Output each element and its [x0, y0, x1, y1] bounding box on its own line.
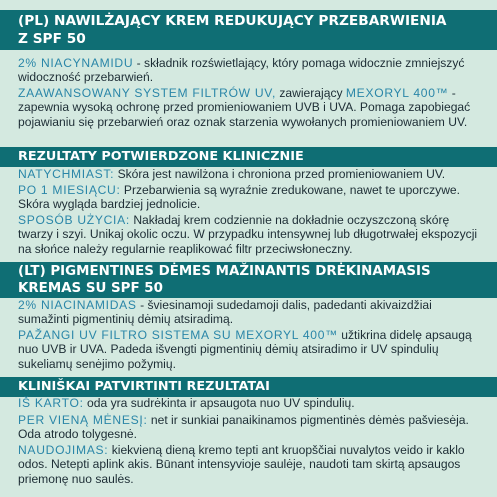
lt-one-month-key: PER VIENĄ MĖNESĮ: [18, 413, 148, 427]
pl-result-one-month [18, 183, 484, 212]
pl-uv-filter-key: ZAAWANSOWANY SYSTEM FILTRÓW UV, [18, 86, 276, 100]
lt-usage-text: kiekvieną dieną kremo tepti ant kruopščiai nuvalytos veido ir kaklo odos. Netepti aplink akis. Būnant intensyvioje saulėje, naudoti tam skirtą apsaugos priemonę nuo saulės. [18, 443, 465, 486]
lt-one-month-text: net ir sunkiai panaikinamos pigmentinės dėmės pašviesėja. Oda atrodo tolygesnė. [18, 413, 469, 442]
lt-title-line2: KREMAS SU SPF 50 [18, 281, 163, 296]
lt-uv-filter-paragraph [18, 328, 484, 371]
pl-uv-filter-mid: zawierający [276, 86, 346, 100]
pl-uv-filter-text: - zapewnia wysoką ochronę przed promieniowaniem UVB i UVA. Pomaga zapobiegać pojawianiu się przebarwień oraz oznak starzenia wywołanych promieniowaniem UV. [18, 86, 471, 129]
lt-results-title: KLINIŠKAI PATVIRTINTI REZULTATAI [18, 379, 270, 394]
lt-result-one-month [18, 413, 484, 442]
lt-title-band [0, 262, 497, 298]
pl-usage-key: SPOSÓB UŻYCIA: [18, 213, 130, 227]
pl-niacinamide-text: - składnik rozświetlający, który pomaga widocznie zmniejszyć widoczność przebarwień. [18, 56, 465, 85]
pl-result-immediately [18, 167, 484, 181]
pl-usage [18, 213, 484, 256]
lt-immediately-key: IŠ KARTO: [18, 396, 84, 410]
lt-uv-filter-key: PAŽANGI UV FILTRO SISTEMA SU MEXORYL 400™ [18, 328, 338, 342]
lt-immediately-text: oda yra sudrėkinta ir apsaugota nuo UV spindulių. [83, 396, 355, 410]
pl-results-title: REZULTATY POTWIERDZONE KLINICZNIE [18, 149, 304, 164]
pl-results-band [0, 147, 497, 167]
lt-results-band [0, 377, 497, 397]
pl-one-month-key: PO 1 MIESIĄCU: [18, 183, 121, 197]
pl-title-line2: Z SPF 50 [18, 31, 86, 47]
pl-uv-filter-paragraph [18, 86, 484, 129]
pl-usage-text: Nakładaj krem codziennie na dokładnie oczyszczoną skórę twarzy i szyi. Unikaj okolic oczu. W przypadku intensywnej lub długotrwałej ekspozycji na słońce należy regularnie reaplikować filtr przeciwsłoneczny. [18, 213, 478, 256]
lt-niacinamide-key: 2% NIACINAMIDAS [18, 298, 137, 312]
pl-title-band [0, 10, 497, 50]
pl-one-month-text: Przebarwienia są wyraźnie zredukowane, nawet te uporczywe. Skóra wygląda bardziej jednolicie. [18, 183, 461, 212]
pl-niacinamide-key: 2% NIACYNAMIDU [18, 56, 134, 70]
lt-usage-key: NAUDOJIMAS: [18, 443, 109, 457]
pl-mexoryl-key: MEXORYL 400™ [345, 86, 449, 100]
lt-niacinamide-text: - šviesinamoji sudedamoji dalis, padedanti akivaizdžiai sumažinti pigmentinių dėmių atsiradimą. [18, 298, 432, 327]
pl-niacinamide-paragraph [18, 56, 484, 85]
pl-title-line1: (PL) NAWILŻAJĄCY KREM REDUKUJĄCY PRZEBARWIENIA [18, 13, 447, 29]
lt-usage [18, 443, 484, 486]
pl-immediately-key: NATYCHMIAST: [18, 167, 115, 181]
lt-uv-filter-text: užtikrina didelę apsaugą nuo UVB ir UVA. Padeda išvengti pigmentinių dėmių atsiradimo ir UV spindulių sukeliamų senėjimo požymių. [18, 328, 472, 371]
lt-title-line1: (LT) PIGMENTINES DĖMES MAŽINANTIS DRĖKINAMASIS [18, 264, 431, 279]
lt-niacinamide-paragraph [18, 298, 484, 327]
lt-result-immediately [18, 396, 484, 410]
pl-immediately-text: Skóra jest nawilżona i chroniona przed promieniowaniem UV. [114, 167, 446, 181]
